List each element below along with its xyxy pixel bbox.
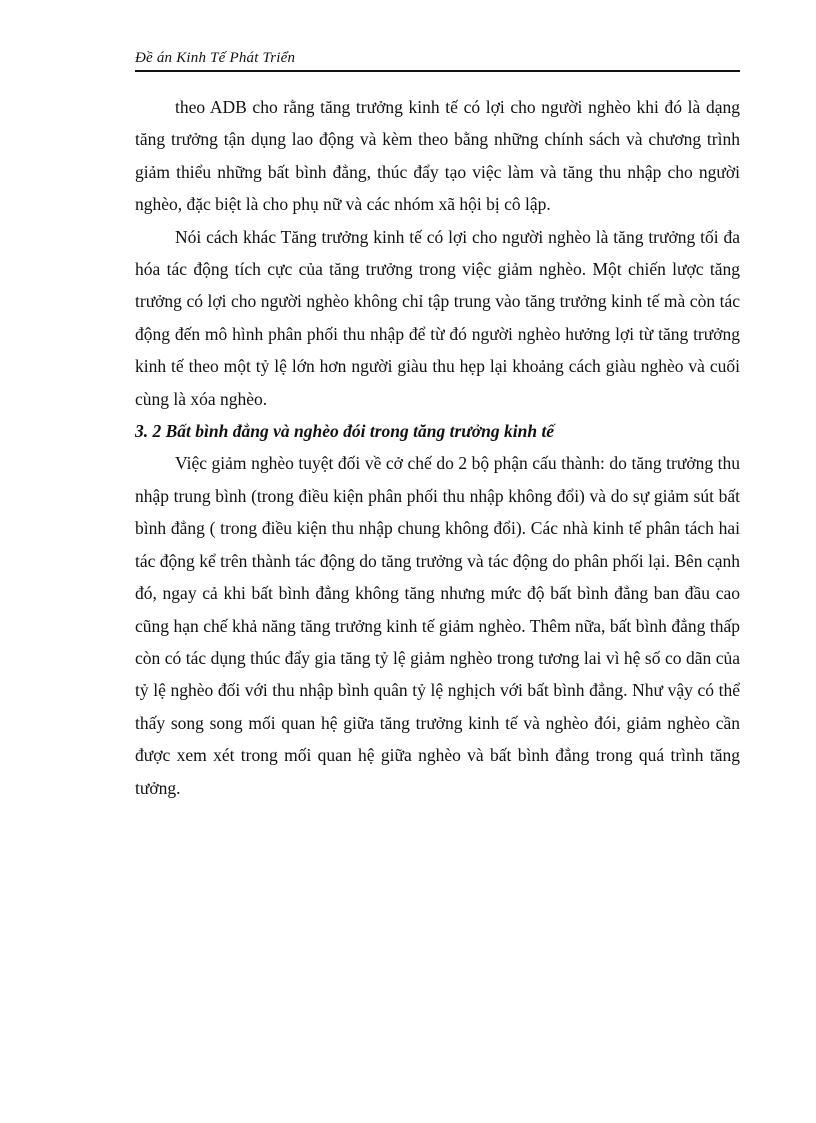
document-body — [135, 91, 740, 804]
paragraph-adb-definition: theo ADB cho rằng tăng trưởng kinh tế có lợi cho người nghèo khi đó là dạng tăng trưởng tận dụng lao động và kèm theo bằng những chính sách và chương trình giảm thiểu những bất bình đẳng, thúc đẩy tạo việc làm và tăng thu nhập cho người nghèo, đặc biệt là cho phụ nữ và các nhóm xã hội bị cô lập. — [135, 97, 740, 215]
header-title: Đề án Kinh Tế Phát Triển — [135, 50, 296, 66]
paragraph-pro-poor-growth: Nói cách khác Tăng trưởng kinh tế có lợi cho người nghèo là tăng trưởng tối đa hóa tác động tích cực của tăng trưởng trong việc giảm nghèo. Một chiến lược tăng trưởng có lợi cho người nghèo không chỉ tập trung vào tăng trưởng kinh tế mà còn tác động đến mô hình phân phối thu nhập để từ đó người nghèo hưởng lợi từ tăng trưởng kinh tế theo một tỷ lệ lớn hơn người giàu thu hẹp lại khoảng cách giàu nghèo và cuối cùng là xóa nghèo. — [135, 226, 740, 409]
section-heading: 3. 2 Bất bình đẳng và nghèo đói trong tăng trưởng kinh tế — [135, 421, 555, 442]
paragraph-inequality-poverty: Việc giảm nghèo tuyệt đối về cở chế do 2 bộ phận cấu thành: do tăng trưởng thu nhập trung bình (trong điều kiện phân phối thu nhập không đổi) và do sự giảm sút bất bình đẳng ( trong điều kiện thu nhập chung không đổi). Các nhà kinh tế phân tách hai tác động kể trên thành tác động do tăng trưởng và tác động do phân phối lại. Bên cạnh đó, ngay cả khi bất bình đẳng không tăng nhưng mức độ bất bình đẳng ban đầu cao cũng hạn chế khả năng tăng trưởng kinh tế giảm nghèo. Thêm nữa, bất bình đẳng thấp còn có tác dụng thúc đẩy gia tăng tỷ lệ giảm nghèo trong tương lai vì hệ số co dãn của tỷ lệ nghèo đối với thu nhập bình quân tỷ lệ nghịch với bất bình đẳng. Như vậy có thể thấy song song mối quan hệ giữa tăng trưởng kinh tế và nghèo đói, giảm nghèo cần được xem xét trong mối quan hệ giữa nghèo và bất bình đẳng trong quá trình tăng tưởng. — [135, 453, 740, 798]
page-header — [135, 48, 740, 72]
